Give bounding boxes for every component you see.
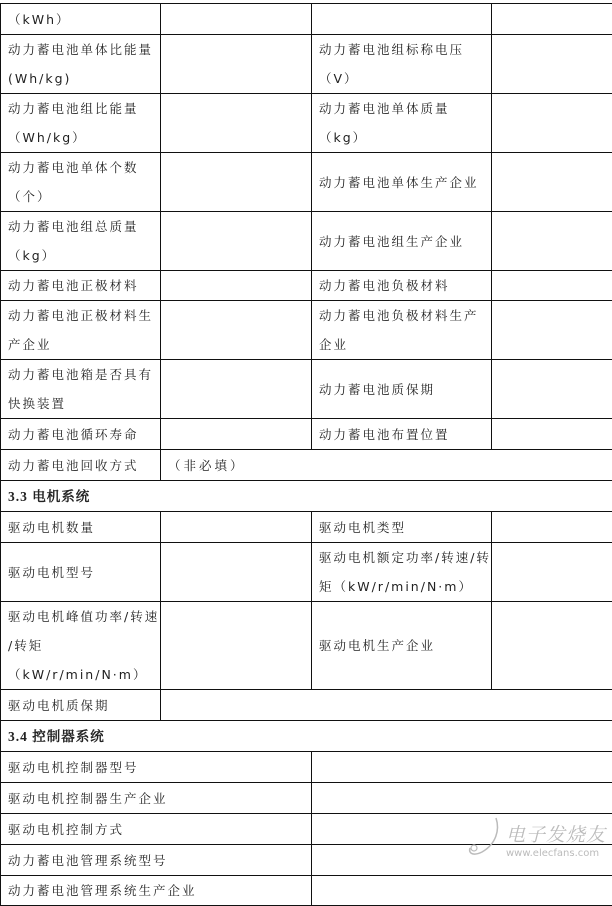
label-cell: 动力蓄电池负极材料	[312, 271, 492, 301]
table-row	[1, 153, 612, 212]
label-cell: 动力蓄电池箱是否具有 快换装置	[1, 360, 161, 419]
table-row	[1, 450, 612, 481]
table-row	[1, 94, 612, 153]
table-row	[1, 814, 612, 845]
table-row	[1, 419, 612, 450]
value-cell[interactable]	[312, 845, 612, 876]
label-cell: 动力蓄电池单体生产企业	[312, 153, 492, 212]
label-cell: 动力蓄电池正极材料生 产企业	[1, 301, 161, 360]
value-cell[interactable]	[161, 419, 312, 450]
table-row	[1, 360, 612, 419]
value-cell[interactable]	[161, 543, 312, 602]
label-cell: 动力蓄电池组比能量 （Wh/kg）	[1, 94, 161, 153]
value-cell[interactable]	[312, 783, 612, 814]
value-cell[interactable]	[492, 35, 612, 94]
table-row	[1, 301, 612, 360]
value-cell[interactable]	[492, 212, 612, 271]
value-cell[interactable]	[492, 419, 612, 450]
section-title-motor: 3.3 电机系统	[1, 481, 612, 512]
value-cell[interactable]	[161, 271, 312, 301]
section-header-row	[1, 481, 612, 512]
optional-note[interactable]: （非必填）	[161, 450, 612, 481]
value-cell[interactable]	[312, 876, 612, 906]
value-cell[interactable]	[161, 94, 312, 153]
value-cell[interactable]	[161, 35, 312, 94]
label-cell: 动力蓄电池循环寿命	[1, 419, 161, 450]
value-cell[interactable]	[492, 4, 612, 35]
value-cell[interactable]	[492, 153, 612, 212]
value-cell[interactable]	[161, 360, 312, 419]
section-title-controller: 3.4 控制器系统	[1, 721, 612, 752]
label-cell: 动力蓄电池回收方式	[1, 450, 161, 481]
label-cell: 驱动电机控制方式	[1, 814, 312, 845]
value-cell[interactable]	[492, 94, 612, 153]
table-row	[1, 783, 612, 814]
value-cell[interactable]	[492, 271, 612, 301]
watermark-url: www.elecfans.com	[506, 848, 599, 859]
label-cell: 动力蓄电池布置位置	[312, 419, 492, 450]
table-row	[1, 876, 612, 906]
label-cell: 动力蓄电池单体个数 （个）	[1, 153, 161, 212]
label-cell: 动力蓄电池管理系统型号	[1, 845, 312, 876]
table-row	[1, 4, 612, 35]
label-cell: 驱动电机控制器生产企业	[1, 783, 312, 814]
section-header-row	[1, 721, 612, 752]
value-cell[interactable]	[161, 512, 312, 543]
label-cell: 动力蓄电池质保期	[312, 360, 492, 419]
table-row	[1, 543, 612, 602]
value-cell[interactable]	[312, 752, 612, 783]
label-cell: 动力蓄电池单体质量（kg）	[312, 94, 492, 153]
label-cell: 驱动电机额定功率/转速/转 矩（kW/r/min/N·m）	[312, 543, 492, 602]
value-cell[interactable]	[161, 153, 312, 212]
table-row	[1, 845, 612, 876]
table-row	[1, 690, 612, 721]
watermark-name: 电子发烧友	[506, 820, 606, 847]
value-cell[interactable]	[492, 301, 612, 360]
label-cell: 驱动电机质保期	[1, 690, 161, 721]
label-cell: 驱动电机数量	[1, 512, 161, 543]
label-cell: 驱动电机控制器型号	[1, 752, 312, 783]
label-cell: 动力蓄电池单体比能量 (Wh/kg)	[1, 35, 161, 94]
value-cell[interactable]	[492, 360, 612, 419]
label-cell: 动力蓄电池正极材料	[1, 271, 161, 301]
value-cell[interactable]	[312, 814, 612, 845]
label-cell	[312, 4, 492, 35]
spec-table	[0, 3, 612, 906]
label-cell: 驱动电机型号	[1, 543, 161, 602]
value-cell[interactable]	[161, 602, 312, 690]
label-cell: 动力蓄电池组生产企业	[312, 212, 492, 271]
table-row	[1, 35, 612, 94]
table-row	[1, 212, 612, 271]
label-cell: 动力蓄电池负极材料生产 企业	[312, 301, 492, 360]
label-cell: 驱动电机峰值功率/转速 /转矩（kW/r/min/N·m）	[1, 602, 161, 690]
value-cell[interactable]	[161, 301, 312, 360]
label-cell: 动力蓄电池组标称电压 （V）	[312, 35, 492, 94]
value-cell[interactable]	[161, 4, 312, 35]
value-cell[interactable]	[161, 690, 612, 721]
label-cell: 动力蓄电池管理系统生产企业	[1, 876, 312, 906]
label-cell: 动力蓄电池组总质量 （kg）	[1, 212, 161, 271]
value-cell[interactable]	[161, 212, 312, 271]
label-cell: 驱动电机生产企业	[312, 602, 492, 690]
label-cell: （kWh）	[1, 4, 161, 35]
value-cell[interactable]	[492, 512, 612, 543]
table-row	[1, 512, 612, 543]
label-cell: 驱动电机类型	[312, 512, 492, 543]
table-row	[1, 271, 612, 301]
table-row	[1, 752, 612, 783]
value-cell[interactable]	[492, 543, 612, 602]
value-cell[interactable]	[492, 602, 612, 690]
table-row	[1, 602, 612, 690]
